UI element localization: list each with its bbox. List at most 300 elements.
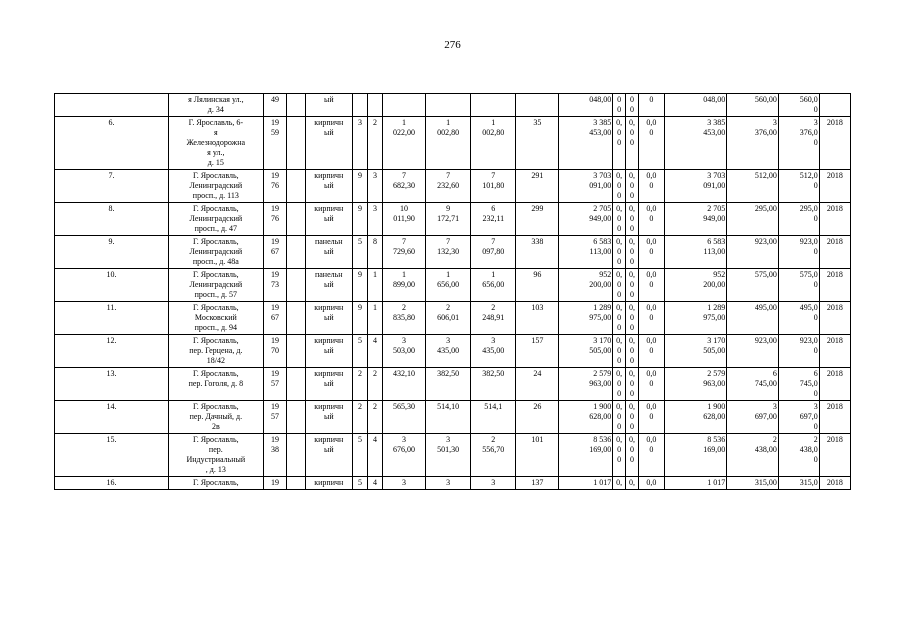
entrances-cell: 1 — [367, 269, 382, 302]
living-area-line: 232,60 — [437, 181, 460, 190]
row-number-cell: 16. — [55, 477, 169, 490]
private-area-line: 7 — [491, 237, 496, 246]
wall-material-line: панельн — [314, 270, 343, 279]
floors-cell: 5 — [352, 335, 367, 368]
fund-a-line: 0 — [617, 280, 622, 289]
living-area-line: 501,30 — [437, 445, 460, 454]
unit-cost-line: 495,00 — [754, 303, 777, 312]
unit-cost-cell — [727, 117, 779, 170]
wall-material-cell — [305, 269, 352, 302]
row-number-cell: 11. — [55, 302, 169, 335]
unit-cost-line: 438,00 — [754, 445, 777, 454]
owners-funds-cell — [664, 401, 726, 434]
fund-a-line: 0 — [617, 105, 622, 114]
fund-b-line: 0 — [630, 214, 635, 223]
living-area-line: 656,00 — [437, 280, 460, 289]
unit-cost-line: 560,00 — [754, 95, 777, 104]
max-unit-cost-line: 438,0 — [799, 445, 818, 454]
repair-cost-line: 628,00 — [589, 412, 612, 421]
address-line: Г. Ярославль, 6- — [188, 118, 243, 127]
address-line: пер. — [208, 445, 223, 454]
unit-cost-cell — [727, 368, 779, 401]
wall-material-line: кирпичн — [314, 369, 344, 378]
address-line: Г. Ярославль, — [193, 336, 239, 345]
fund-a-line: 0, — [616, 270, 623, 279]
fund-c-line: 0,0 — [646, 237, 657, 246]
fund-c-cell — [639, 335, 665, 368]
build-year-line: 49 — [271, 95, 279, 104]
row-number-cell: 14. — [55, 401, 169, 434]
max-unit-cost-cell — [778, 117, 819, 170]
fund-a-line: 0, — [616, 369, 623, 378]
repair-cost-line: 453,00 — [589, 128, 612, 137]
repair-cost-line: 1 900 — [593, 402, 612, 411]
unit-cost-line: 697,00 — [754, 412, 777, 421]
fund-a-line: 0 — [617, 290, 622, 299]
fund-c-line: 0,0 — [646, 336, 657, 345]
fund-b-line: 0, — [629, 204, 636, 213]
max-unit-cost-line: 0 — [813, 389, 818, 398]
blank-cell — [287, 203, 305, 236]
private-area-line: 435,00 — [482, 346, 505, 355]
private-area-cell — [471, 302, 516, 335]
housing-register-table — [54, 93, 851, 490]
build-year-line: 19 — [271, 303, 279, 312]
fund-a-line: 0, — [616, 336, 623, 345]
wall-material-cell — [305, 335, 352, 368]
residents-cell: 35 — [516, 117, 559, 170]
row-number-cell: 8. — [55, 203, 169, 236]
living-area-cell — [426, 368, 471, 401]
fund-a-line: 0 — [617, 138, 622, 147]
fund-a-line: 0 — [617, 379, 622, 388]
entrances-cell: 2 — [367, 368, 382, 401]
build-year-cell — [263, 434, 287, 477]
owners-funds-line: 6 583 — [707, 237, 726, 246]
living-area-line: 3 — [446, 478, 451, 487]
unit-cost-cell — [727, 401, 779, 434]
living-area-line: 606,01 — [437, 313, 460, 322]
floors-cell: 9 — [352, 269, 367, 302]
fund-a-line: 0 — [617, 95, 622, 104]
unit-cost-cell — [727, 94, 779, 117]
max-unit-cost-line: 923,0 — [799, 237, 818, 246]
fund-b-line: 0 — [630, 422, 635, 431]
wall-material-line: панельн — [314, 237, 343, 246]
fund-a-cell — [613, 236, 626, 269]
repair-cost-line: 6 583 — [593, 237, 612, 246]
wall-material-cell — [305, 203, 352, 236]
fund-a-cell — [613, 269, 626, 302]
address-line: просп., д. 94 — [194, 323, 238, 332]
fund-c-cell — [639, 236, 665, 269]
max-unit-cost-line: 315,0 — [799, 478, 818, 487]
living-area-cell — [426, 170, 471, 203]
max-unit-cost-cell — [778, 335, 819, 368]
private-area-cell — [471, 236, 516, 269]
living-area-cell — [426, 117, 471, 170]
wall-material-line: ый — [323, 95, 334, 104]
row-number-cell: 10. — [55, 269, 169, 302]
fund-a-line: 0, — [616, 402, 623, 411]
fund-a-line: 0, — [616, 237, 623, 246]
address-line: пер. Гоголя, д. 8 — [188, 379, 244, 388]
address-line: просп., д. 57 — [194, 290, 238, 299]
fund-b-line: 0 — [630, 445, 635, 454]
repair-cost-line: 3 703 — [593, 171, 612, 180]
unit-cost-cell — [727, 170, 779, 203]
residents-cell: 338 — [516, 236, 559, 269]
planned-year-cell: 2018 — [819, 401, 850, 434]
living-area-cell — [426, 302, 471, 335]
wall-material-cell — [305, 368, 352, 401]
private-area-line: 1 — [491, 118, 496, 127]
repair-cost-line: 3 385 — [593, 118, 612, 127]
fund-b-cell — [626, 236, 639, 269]
fund-b-line: 0 — [630, 389, 635, 398]
unit-cost-line: 923,00 — [754, 336, 777, 345]
wall-material-line: кирпичн — [314, 171, 344, 180]
total-area-line: 503,00 — [393, 346, 416, 355]
planned-year-cell — [819, 94, 850, 117]
living-area-cell — [426, 335, 471, 368]
total-area-line: 3 — [402, 435, 407, 444]
fund-a-line: 0 — [617, 346, 622, 355]
owners-funds-line: 3 385 — [707, 118, 726, 127]
fund-b-cell — [626, 269, 639, 302]
living-area-line: 7 — [446, 171, 451, 180]
fund-a-cell — [613, 203, 626, 236]
build-year-cell — [263, 335, 287, 368]
residents-cell: 299 — [516, 203, 559, 236]
fund-b-line: 0 — [630, 181, 635, 190]
total-area-line: 10 — [400, 204, 409, 213]
residents-cell: 24 — [516, 368, 559, 401]
fund-b-line: 0 — [630, 191, 635, 200]
row-number-cell: 7. — [55, 170, 169, 203]
build-year-cell — [263, 269, 287, 302]
entrances-cell: 3 — [367, 170, 382, 203]
unit-cost-line: 923,00 — [754, 237, 777, 246]
fund-b-line: 0, — [629, 237, 636, 246]
fund-b-line: 0 — [630, 356, 635, 365]
private-area-line: 101,80 — [482, 181, 505, 190]
floors-cell: 9 — [352, 302, 367, 335]
fund-a-cell — [613, 94, 626, 117]
fund-b-line: 0, — [629, 478, 636, 487]
total-area-cell — [383, 236, 426, 269]
private-area-line: 248,91 — [482, 313, 505, 322]
private-area-line: 656,00 — [482, 280, 505, 289]
fund-a-cell — [613, 434, 626, 477]
blank-cell — [287, 269, 305, 302]
total-area-line: 676,00 — [393, 445, 416, 454]
address-line: Г. Ярославль, — [193, 171, 239, 180]
row-number-cell: 15. — [55, 434, 169, 477]
fund-c-cell — [639, 94, 665, 117]
owners-funds-cell — [664, 203, 726, 236]
address-line: Индустриальный — [186, 455, 246, 464]
fund-a-line: 0, — [616, 478, 623, 487]
fund-c-line: 0,0 — [646, 478, 657, 487]
address-line: просп., д. 48а — [192, 257, 239, 266]
total-area-line: 011,90 — [393, 214, 415, 223]
repair-cost-line: 169,00 — [589, 445, 612, 454]
fund-a-cell — [613, 170, 626, 203]
living-area-cell — [426, 477, 471, 490]
wall-material-cell — [305, 302, 352, 335]
fund-a-line: 0 — [617, 313, 622, 322]
fund-b-line: 0, — [629, 118, 636, 127]
address-line: Ленинградский — [189, 247, 243, 256]
living-area-line: 3 — [446, 336, 451, 345]
address-line: я ул., — [207, 148, 225, 157]
page-number: 276 — [444, 39, 461, 51]
total-area-cell — [383, 117, 426, 170]
entrances-cell: 2 — [367, 401, 382, 434]
living-area-line: 002,80 — [437, 128, 460, 137]
build-year-cell — [263, 477, 287, 490]
fund-c-line: 0,0 — [646, 435, 657, 444]
build-year-line: 19 — [271, 478, 279, 487]
private-area-cell — [471, 401, 516, 434]
entrances-cell: 4 — [367, 335, 382, 368]
build-year-cell — [263, 401, 287, 434]
blank-cell — [287, 170, 305, 203]
wall-material-line: ый — [323, 445, 334, 454]
repair-cost-line: 091,00 — [589, 181, 612, 190]
residents-cell: 157 — [516, 335, 559, 368]
fund-c-cell — [639, 434, 665, 477]
address-line: Г. Ярославль, — [193, 435, 239, 444]
address-line: я — [214, 128, 218, 137]
unit-cost-line: 2 — [772, 435, 777, 444]
unit-cost-cell — [727, 269, 779, 302]
fund-a-line: 0, — [616, 303, 623, 312]
max-unit-cost-cell — [778, 401, 819, 434]
floors-cell: 3 — [352, 117, 367, 170]
private-area-cell — [471, 368, 516, 401]
repair-cost-cell — [559, 170, 613, 203]
address-line: Московский — [194, 313, 237, 322]
private-area-cell — [471, 477, 516, 490]
repair-cost-line: 505,00 — [589, 346, 612, 355]
fund-c-line: 0,0 — [646, 303, 657, 312]
fund-b-line: 0 — [630, 280, 635, 289]
address-cell — [169, 170, 264, 203]
fund-c-cell — [639, 368, 665, 401]
wall-material-line: кирпичн — [314, 118, 344, 127]
total-area-line: 3 — [402, 478, 407, 487]
address-line: просп., д. 47 — [194, 224, 238, 233]
address-cell — [169, 117, 264, 170]
fund-b-line: 0, — [629, 369, 636, 378]
fund-a-line: 0, — [616, 171, 623, 180]
table-row — [55, 170, 851, 203]
private-area-line: 7 — [491, 171, 496, 180]
owners-funds-line: 975,00 — [703, 313, 726, 322]
address-line: Г. Ярославль, — [193, 237, 239, 246]
private-area-line: 3 — [491, 478, 496, 487]
private-area-line: 6 — [491, 204, 496, 213]
build-year-cell — [263, 94, 287, 117]
table-row — [55, 477, 851, 490]
fund-b-line: 0 — [630, 323, 635, 332]
owners-funds-line: 3 703 — [707, 171, 726, 180]
wall-material-line: кирпичн — [314, 478, 344, 487]
owners-funds-line: 963,00 — [703, 379, 726, 388]
address-line: Ленинградский — [189, 214, 243, 223]
table-row — [55, 236, 851, 269]
repair-cost-line: 113,00 — [589, 247, 612, 256]
build-year-line: 19 — [271, 204, 279, 213]
address-cell — [169, 477, 264, 490]
row-number-cell: 9. — [55, 236, 169, 269]
floors-cell: 2 — [352, 401, 367, 434]
address-line: Железнодорожна — [186, 138, 246, 147]
fund-c-line: 0,0 — [646, 204, 657, 213]
living-area-line: 382,50 — [437, 369, 460, 378]
wall-material-line: ый — [323, 379, 334, 388]
fund-a-line: 0 — [617, 356, 622, 365]
wall-material-line: ый — [323, 346, 334, 355]
owners-funds-line: 2 705 — [707, 204, 726, 213]
fund-b-cell — [626, 117, 639, 170]
fund-a-line: 0, — [616, 204, 623, 213]
private-area-cell — [471, 269, 516, 302]
repair-cost-cell — [559, 434, 613, 477]
fund-a-line: 0 — [617, 257, 622, 266]
address-line: Ленинградский — [189, 181, 243, 190]
repair-cost-line: 2 579 — [593, 369, 612, 378]
max-unit-cost-cell — [778, 170, 819, 203]
residents-cell: 103 — [516, 302, 559, 335]
max-unit-cost-line: 0 — [813, 214, 818, 223]
build-year-line: 76 — [271, 214, 279, 223]
max-unit-cost-line: 560,0 — [799, 95, 818, 104]
fund-b-line: 0 — [630, 455, 635, 464]
build-year-line: 19 — [271, 435, 279, 444]
private-area-line: 382,50 — [482, 369, 505, 378]
repair-cost-cell — [559, 203, 613, 236]
owners-funds-cell — [664, 117, 726, 170]
table-row — [55, 368, 851, 401]
fund-c-line: 0 — [649, 313, 654, 322]
owners-funds-line: 453,00 — [703, 128, 726, 137]
unit-cost-line: 376,00 — [754, 128, 777, 137]
fund-c-line: 0,0 — [646, 118, 657, 127]
private-area-cell — [471, 117, 516, 170]
table-row — [55, 434, 851, 477]
fund-b-line: 0, — [629, 435, 636, 444]
owners-funds-line: 8 536 — [707, 435, 726, 444]
max-unit-cost-line: 745,0 — [799, 379, 818, 388]
wall-material-cell — [305, 434, 352, 477]
build-year-line: 57 — [271, 412, 279, 421]
repair-cost-line: 963,00 — [589, 379, 612, 388]
fund-c-cell — [639, 477, 665, 490]
fund-b-line: 0 — [630, 247, 635, 256]
fund-b-line: 0, — [629, 270, 636, 279]
fund-b-line: 0 — [630, 128, 635, 137]
residents-cell: 101 — [516, 434, 559, 477]
max-unit-cost-line: 3 — [813, 118, 818, 127]
blank-cell — [287, 368, 305, 401]
address-line: Ленинградский — [189, 280, 243, 289]
fund-a-line: 0 — [617, 422, 622, 431]
owners-funds-cell — [664, 236, 726, 269]
private-area-line: 556,70 — [482, 445, 505, 454]
wall-material-line: ый — [323, 412, 334, 421]
fund-c-line: 0 — [649, 214, 654, 223]
max-unit-cost-line: 0 — [813, 247, 818, 256]
total-area-line: 729,60 — [393, 247, 416, 256]
fund-c-cell — [639, 203, 665, 236]
fund-c-cell — [639, 401, 665, 434]
max-unit-cost-line: 923,0 — [799, 336, 818, 345]
fund-c-cell — [639, 117, 665, 170]
total-area-cell — [383, 302, 426, 335]
max-unit-cost-line: 6 — [813, 369, 818, 378]
address-line: Г. Ярославль, — [193, 478, 239, 487]
total-area-line: 899,00 — [393, 280, 416, 289]
private-area-cell — [471, 434, 516, 477]
fund-c-line: 0 — [649, 181, 654, 190]
wall-material-cell — [305, 170, 352, 203]
living-area-line: 3 — [446, 435, 451, 444]
repair-cost-line: 1 289 — [593, 303, 612, 312]
fund-a-cell — [613, 117, 626, 170]
max-unit-cost-line: 697,0 — [799, 412, 818, 421]
entrances-cell: 1 — [367, 302, 382, 335]
repair-cost-line: 200,00 — [589, 280, 612, 289]
residents-cell — [516, 94, 559, 117]
repair-cost-cell — [559, 335, 613, 368]
entrances-cell: 4 — [367, 477, 382, 490]
unit-cost-cell — [727, 434, 779, 477]
fund-a-line: 0 — [617, 412, 622, 421]
wall-material-line: кирпичн — [314, 435, 344, 444]
build-year-line: 70 — [271, 346, 279, 355]
wall-material-cell — [305, 117, 352, 170]
entrances-cell — [367, 94, 382, 117]
fund-b-cell — [626, 203, 639, 236]
max-unit-cost-cell — [778, 434, 819, 477]
owners-funds-cell — [664, 368, 726, 401]
fund-b-cell — [626, 401, 639, 434]
owners-funds-line: 1 900 — [707, 402, 726, 411]
living-area-line: 1 — [446, 270, 451, 279]
build-year-cell — [263, 368, 287, 401]
total-area-cell — [383, 335, 426, 368]
build-year-cell — [263, 203, 287, 236]
wall-material-line: кирпичн — [314, 402, 344, 411]
address-line: Г. Ярославль, — [193, 204, 239, 213]
build-year-line: 73 — [271, 280, 279, 289]
living-area-line: 7 — [446, 237, 451, 246]
fund-c-line: 0,0 — [646, 171, 657, 180]
fund-a-cell — [613, 477, 626, 490]
residents-cell: 291 — [516, 170, 559, 203]
table-row — [55, 335, 851, 368]
living-area-cell — [426, 269, 471, 302]
fund-a-line: 0 — [617, 247, 622, 256]
blank-cell — [287, 236, 305, 269]
unit-cost-line: 512,00 — [754, 171, 777, 180]
fund-b-cell — [626, 94, 639, 117]
blank-cell — [287, 401, 305, 434]
fund-c-line: 0 — [649, 128, 654, 137]
